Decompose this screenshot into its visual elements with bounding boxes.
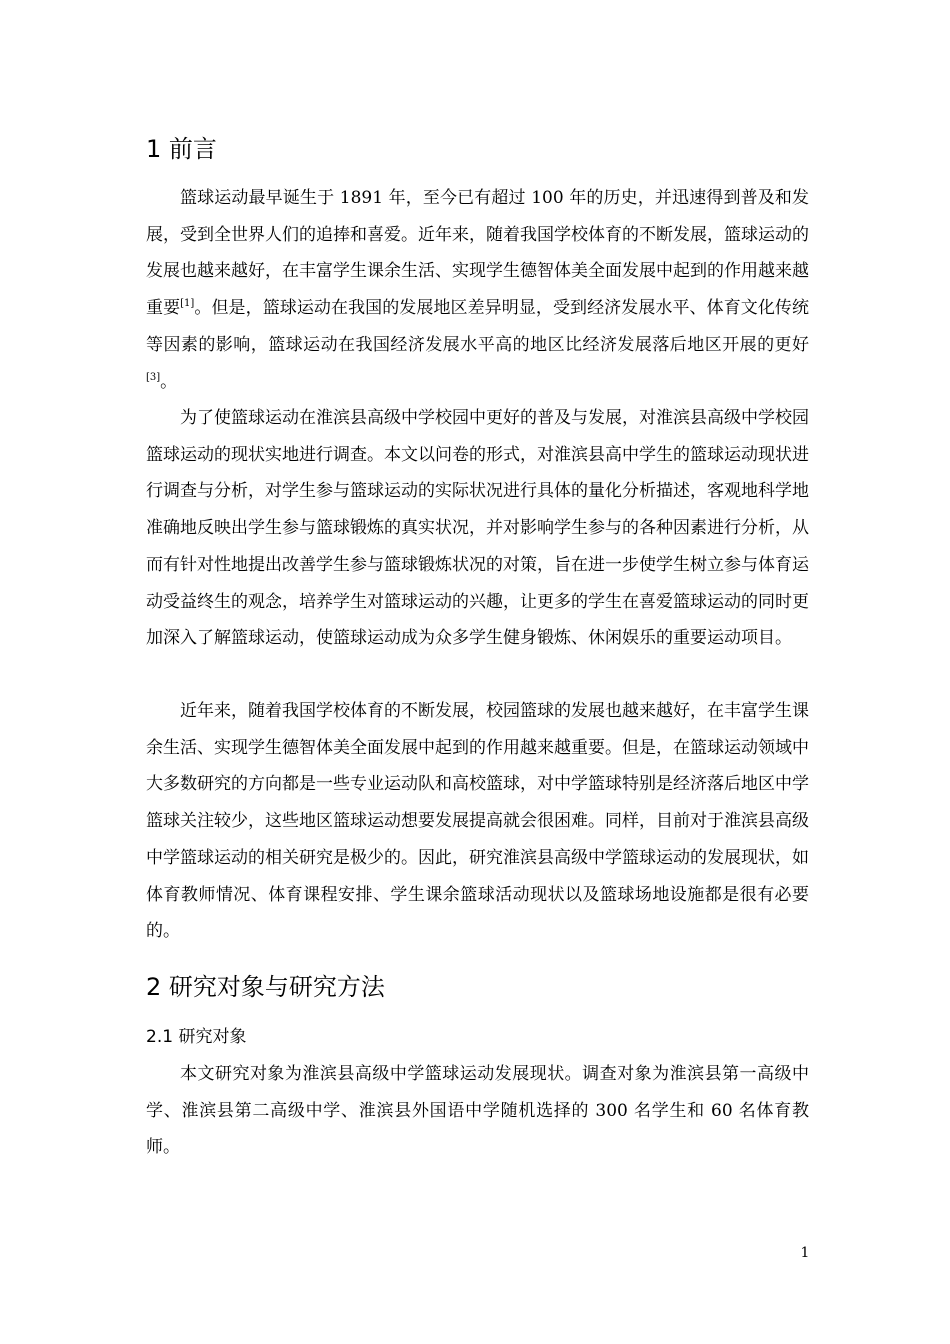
paragraph-1-text-c: 。 [160,371,178,392]
page-number: 1 [800,1245,810,1261]
citation-ref-3[interactable]: [3] [146,371,161,383]
section-2-heading: 2 研究对象与研究方法 [146,973,385,1001]
paragraph-1-text-b: 。但是，篮球运动在我国的发展地区差异明显，受到经济发展水平、体育文化传统等因素的影响，篮球运动在我国经济发展水平高的地区比经济发展落后地区开展的更好 [146,298,810,355]
paragraph-1 [146,180,809,400]
citation-ref-1[interactable]: [1] [180,298,195,310]
subsection-2-1-heading: 2.1 研究对象 [146,1027,247,1047]
paragraph-1-text-a: 篮球运动最早诞生于 1891 年，至今已有超过 100 年的历史，并迅速得到普及和发展，受到全世界人们的追捧和喜爱。近年来，随着我国学校体育的不断发展，篮球运动的发展也越来越好，在丰富学生课余生活、实现学生德智体美全面发展中起到的作用越来越重要 [146,188,809,319]
section-1-heading: 1 前言 [146,135,217,163]
paragraph-2: 为了使篮球运动在淮滨县高级中学校园中更好的普及与发展，对淮滨县高级中学校园篮球运动的现状实地进行调查。本文以问卷的形式，对淮滨县高中学生的篮球运动现状进行调查与分析，对学生参与篮球运动的实际状况进行具体的量化分析描述，客观地科学地准确地反映出学生参与篮球锻炼的真实状况，并对影响学生参与的各种因素进行分析，从而有针对性地提出改善学生参与篮球锻炼状况的对策，旨在进一步使学生树立参与体育运动受益终生的观念，培养学生对篮球运动的兴趣，让更多的学生在喜爱篮球运动的同时更加深入了解篮球运动，使篮球运动成为众多学生健身锻炼、休闲娱乐的重要运动项目。 [146,408,809,649]
paragraph-3: 近年来，随着我国学校体育的不断发展，校园篮球的发展也越来越好，在丰富学生课余生活、实现学生德智体美全面发展中起到的作用越来越重要。但是，在篮球运动领域中大多数研究的方向都是一些专业运动队和高校篮球，对中学篮球特别是经济落后地区中学篮球关注较少，这些地区篮球运动想要发展提高就会很困难。同样，目前对于淮滨县高级中学篮球运动的相关研究是极少的。因此，研究淮滨县高级中学篮球运动的发展现状，如体育教师情况、体育课程安排、学生课余篮球活动现状以及篮球场地设施都是很有必要的。 [146,701,809,942]
paragraph-4: 本文研究对象为淮滨县高级中学篮球运动发展现状。调查对象为淮滨县第一高级中学、淮滨县第二高级中学、淮滨县外国语中学随机选择的 300 名学生和 60 名体育教师。 [146,1064,809,1158]
